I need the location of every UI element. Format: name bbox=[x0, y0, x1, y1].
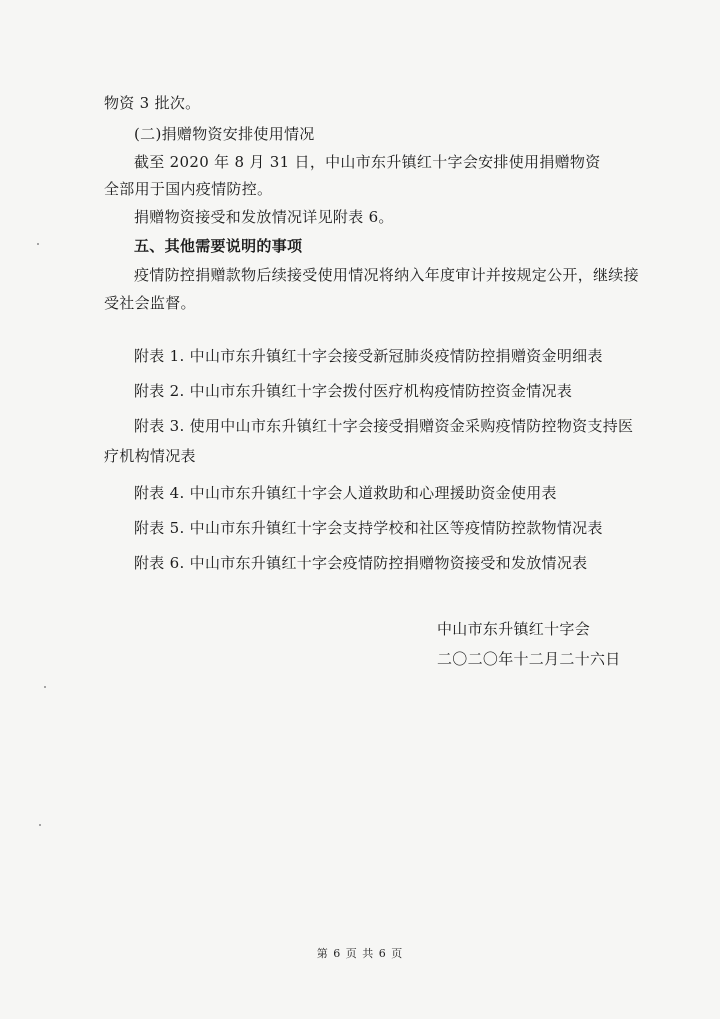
attachment-3-continued: 疗机构情况表 bbox=[104, 447, 196, 465]
body-line-8: 受社会监督。 bbox=[104, 294, 196, 312]
attachment-4: 附表 4. 中山市东升镇红十字会人道救助和心理援助资金使用表 bbox=[134, 484, 557, 502]
body-line-7: 疫情防控捐赠款物后续接受使用情况将纳入年度审计并按规定公开，继续接 bbox=[134, 266, 639, 284]
scan-speck bbox=[39, 824, 41, 826]
attachment-3: 附表 3. 使用中山市东升镇红十字会接受捐赠资金采购疫情防控物资支持医 bbox=[134, 417, 634, 435]
body-line-1: 物资 3 批次。 bbox=[104, 94, 201, 112]
section-heading: 五、其他需要说明的事项 bbox=[134, 237, 303, 255]
attachment-6: 附表 6. 中山市东升镇红十字会疫情防控捐赠物资接受和发放情况表 bbox=[134, 554, 588, 572]
scan-speck bbox=[37, 243, 39, 245]
page-number: 第 6 页 共 6 页 bbox=[316, 947, 404, 960]
body-line-3: 截至 2020 年 8 月 31 日，中山市东升镇红十字会安排使用捐赠物资 bbox=[134, 153, 601, 171]
attachment-2: 附表 2. 中山市东升镇红十字会拨付医疗机构疫情防控资金情况表 bbox=[134, 382, 573, 400]
signature-organization: 中山市东升镇红十字会 bbox=[437, 620, 591, 638]
body-line-5: 捐赠物资接受和发放情况详见附表 6。 bbox=[134, 208, 394, 226]
body-line-4: 全部用于国内疫情防控。 bbox=[104, 180, 273, 198]
attachment-1: 附表 1. 中山市东升镇红十字会接受新冠肺炎疫情防控捐赠资金明细表 bbox=[134, 347, 603, 365]
signature-date: 二〇二〇年十二月二十六日 bbox=[437, 650, 621, 668]
scan-speck bbox=[44, 686, 46, 688]
attachment-5: 附表 5. 中山市东升镇红十字会支持学校和社区等疫情防控款物情况表 bbox=[134, 519, 603, 537]
subsection-heading: (二)捐赠物资安排使用情况 bbox=[134, 125, 315, 143]
